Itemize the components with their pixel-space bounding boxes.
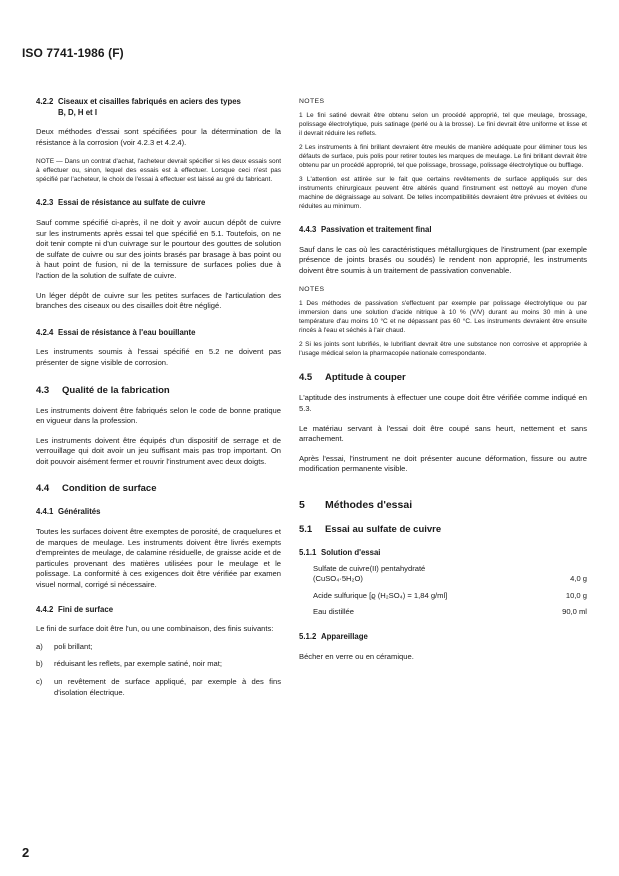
reagent-name-line: Sulfate de cuivre(II) pentahydraté [313,563,426,573]
section-number: 4.2.4 [36,327,54,337]
note: 2 Les instruments à fini brillant devraient être meulés de manière adéquate pour éliminer tous les défauts de surface, puis polis pour retirer toutes les marques de meulage. Le fini brillant devrait être obtenu par un procédé approprié, tel que polissage, brossage, polissage électrolytique ou bufflage. [299,144,587,169]
section-4-2-4-heading [36,328,281,339]
section-title: Méthodes d'essai [325,498,413,511]
section-number: 4.4.1 [36,507,54,517]
reagent-row [313,564,587,585]
section-title: Qualité de la fabrication [62,384,170,396]
note: NOTE — Dans un contrat d'achat, l'acheteur devrait spécifier si les deux essais sont à effectuer ou, sinon, lequel des essais est à effectuer. Lorsque ceci n'est pas spécifié par l'acheteur, le choix de l'essai à effectuer est laissé au gré du fabricant. [36,158,281,184]
list-marker: c) [36,677,43,686]
section-title: Solution d'essai [321,547,381,557]
section-title: Essai de résistance à l'eau bouillante [58,327,196,337]
section-number: 4.2.3 [36,198,54,208]
list-item [36,659,281,670]
paragraph: Bécher en verre ou en céramique. [299,651,414,661]
section-number: 4.4 [36,483,50,495]
section-4-2-2-heading [36,97,281,118]
list-item [36,677,281,698]
section-title: Condition de surface [62,483,157,495]
reagent-table [299,564,587,618]
section-4-4-heading [36,483,281,495]
section-title: Essai de résistance au sulfate de cuivre [58,198,206,208]
paragraph: Sauf comme spécifié ci-après, il ne doit y avoir aucun dépôt de cuivre sur les instruments après essai tel que spécifié en 5.1. Toutefois, on ne doit tenir compte ni d'un cuivrage sur le pourtour des gouttes de solution de sulfate de cuivre ou sur des joints brasés par brasage à bas point ou à haut point de fusion, ni de la ternissure de surfaces polies due à l'action de la solution de sulfate de cuivre. [36,217,281,280]
paragraph: Les instruments doivent être fabriqués selon le code de bonne pratique en vigueur dans la profession. [36,405,281,426]
reagent-name: Eau distillée [313,607,354,617]
section-number: 5 [299,498,305,511]
reagent-formula: (CuSO₄·5H₂O) [313,574,363,584]
paragraph: Deux méthodes d'essai sont spécifiées pour la détermination de la résistance à la corrosion (voir 4.2.3 et 4.2.4). [36,127,281,147]
section-4-3-heading [36,385,281,397]
list-text: réduisant les reflets, par exemple satiné, noir mat; [54,659,222,669]
note: 3 L'attention est attirée sur le fait que certains revêtements de surface appliqués sur des instruments chirurgicaux peuvent être altérés quand l'instrument est nettoyé au moyen d'une machine de dégraissage au solvant. De telles incompatibilités devraient être prévues et évitées ou réduites au minimum. [299,176,587,210]
paragraph: Sauf dans le cas où les caractéristiques métallurgiques de l'instrument (par exemple présence de joints brasés ou soudés) le rendent non approprié, les instruments doivent être soumis à un traitement de passivation convenable. [299,244,587,275]
list-marker: b) [36,659,43,669]
note: 1 Des méthodes de passivation s'effectuent par exemple par polissage électrolytique ou par immersion dans une solution d'acide nitrique à 10 % (V/V) durant au moins 30 min à une température d'au moins 10 °C et ne dépassant pas 60 °C. Les instruments devraient être ensuite rincés à l'eau et séchés à l'air chaud. [299,300,587,335]
note: 1 Le fini satiné devrait être obtenu selon un procédé approprié, tel que meulage, brossage, polissage électrolytique, puis satinage (perlé ou à la brosse). Le fini devrait être uniforme et lisse et il devrait réduire les reflets. [299,112,587,137]
list-item [36,642,281,653]
section-5-heading [299,499,587,512]
section-number: 4.2.2 [36,97,54,106]
section-number: 4.4.3 [299,225,317,234]
note: 2 Si les joints sont lubrifiés, le lubrifiant devrait être une substance non corrosive et appropriée à l'usage médical selon la pharmacopée nationale correspondante. [299,341,587,358]
section-4-4-3-heading [299,225,587,236]
reagent-row [313,591,587,602]
list-marker: a) [36,641,43,651]
section-5-1-heading [299,524,587,536]
section-4-2-3-heading [36,198,281,209]
reagent-name [313,564,425,585]
section-number: 4.4.2 [36,604,54,614]
section-4-4-2-heading [36,605,281,616]
section-title-cont: B, D, H et I [58,107,97,117]
reagent-quantity: 10,0 g [565,590,587,600]
paragraph: Le matériau servant à l'essai doit être coupé sans heurt, nettement et sans arrachement. [299,423,587,444]
paragraph: Un léger dépôt de cuivre sur les petites surfaces de l'articulation des branches des ciseaux ou des cisailles doit être négligé. [36,290,281,311]
paragraph: Après l'essai, l'instrument ne doit présenter aucune déformation, fissure ou autre modification permanente visible. [299,453,587,474]
section-title: Passivation et traitement final [321,225,432,234]
section-5-1-1-heading [299,548,587,559]
paragraph: Toutes les surfaces doivent être exemptes de porosité, de craquelures et de marques de meulage. Les instruments doivent être livrés exempts d'empreintes de meulage, de calamine résiduelle, de graisse acide et de particules provenant des matières utilisées pour le meulage et le polissage. La conformité à ces exigences doit être vérifiée par examen visuel normal, corrigé si nécessaire. [36,527,281,590]
list-text: un revêtement de surface appliqué, par exemple à des fins d'isolation électrique. [54,677,281,697]
document-header: ISO 7741-1986 (F) [22,46,124,60]
paragraph: Les instruments soumis à l'essai spécifié en 5.2 ne doivent pas présenter de signe visible de corrosion. [36,347,281,367]
section-number: 4.5 [299,372,313,384]
section-5-1-2-heading [299,632,587,643]
section-title: Généralités [58,507,101,517]
section-title: Appareillage [321,631,368,641]
section-number: 5.1 [299,523,313,535]
reagent-name: Acide sulfurique [ϱ (H₂SO₄) = 1,84 g/ml] [313,590,448,600]
paragraph: Les instruments doivent être équipés d'un dispositif de serrage et de verrouillage qui doit avoir un jeu suffisant mais pas trop important. On doit pouvoir aisément fermer et rouvrir l'instrument avec deux doigts. [36,435,281,466]
reagent-quantity: 90,0 ml [562,607,587,617]
section-title: Aptitude à couper [325,372,406,384]
section-title: Essai au sulfate de cuivre [325,523,442,535]
section-4-4-1-heading [36,507,281,518]
list-text: poli brillant; [54,641,93,651]
notes-label: NOTES [299,98,325,105]
section-number: 5.1.1 [299,547,317,557]
section-title: Ciseaux et cisailles fabriqués en aciers des types [58,97,241,106]
section-number: 4.3 [36,384,50,396]
paragraph: Le fini de surface doit être l'un, ou une combinaison, des finis suivants: [36,624,274,634]
paragraph: L'aptitude des instruments à effectuer une coupe doit être vérifiée comme indiqué en 5.3. [299,393,587,413]
reagent-row [313,607,587,618]
section-title: Fini de surface [58,604,114,614]
page-number: 2 [22,845,30,860]
reagent-quantity: 4,0 g [570,574,587,584]
section-number: 5.1.2 [299,631,317,641]
right-column [299,97,587,662]
section-4-5-heading [299,372,587,384]
notes-label: NOTES [299,286,325,294]
left-column [36,97,281,698]
